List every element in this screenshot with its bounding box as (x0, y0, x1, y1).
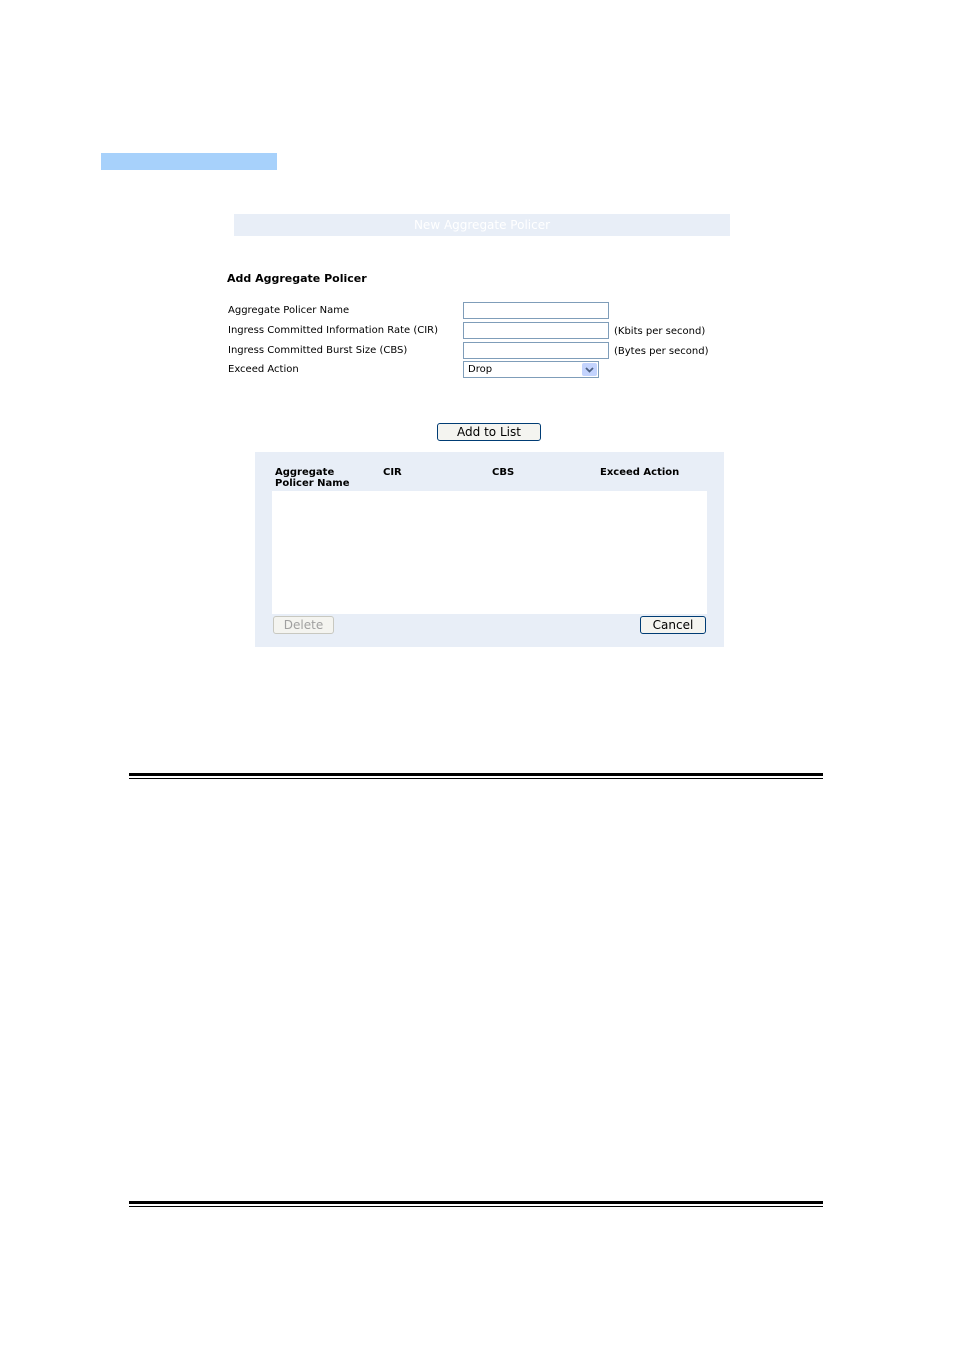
cir-label: Ingress Committed Information Rate (CIR) (228, 325, 439, 336)
chevron-down-icon[interactable] (582, 363, 597, 376)
cbs-unit-label: (Bytes per second) (614, 346, 709, 357)
column-header-cir: CIR (383, 467, 402, 478)
column-header-name-line1: Aggregate (275, 467, 335, 478)
policer-list[interactable] (272, 491, 707, 614)
cir-unit-label: (Kbits per second) (614, 326, 706, 337)
divider-top (129, 773, 823, 776)
header-highlight-bar (101, 153, 277, 170)
dialog-title: New Aggregate Policer (234, 214, 730, 236)
column-header-name (275, 467, 350, 489)
column-header-name-line2: Policer Name (275, 478, 350, 489)
column-header-exceed-action: Exceed Action (600, 467, 680, 478)
divider-top-thin (129, 778, 823, 779)
column-header-cbs: CBS (492, 467, 515, 478)
name-label: Aggregate Policer Name (228, 305, 350, 316)
name-input[interactable] (463, 302, 609, 319)
divider-bottom (129, 1201, 823, 1204)
delete-button: Delete (273, 616, 334, 634)
cancel-button[interactable]: Cancel (640, 616, 706, 634)
exceed-action-value: Drop (468, 364, 493, 375)
divider-bottom-thin (129, 1206, 823, 1207)
add-to-list-button[interactable]: Add to List (437, 423, 541, 441)
cbs-input[interactable] (463, 342, 609, 359)
section-title: Add Aggregate Policer (227, 272, 367, 285)
cbs-label: Ingress Committed Burst Size (CBS) (228, 345, 408, 356)
cir-input[interactable] (463, 322, 609, 339)
exceed-action-select[interactable] (463, 361, 599, 378)
exceed-action-label: Exceed Action (228, 364, 299, 375)
